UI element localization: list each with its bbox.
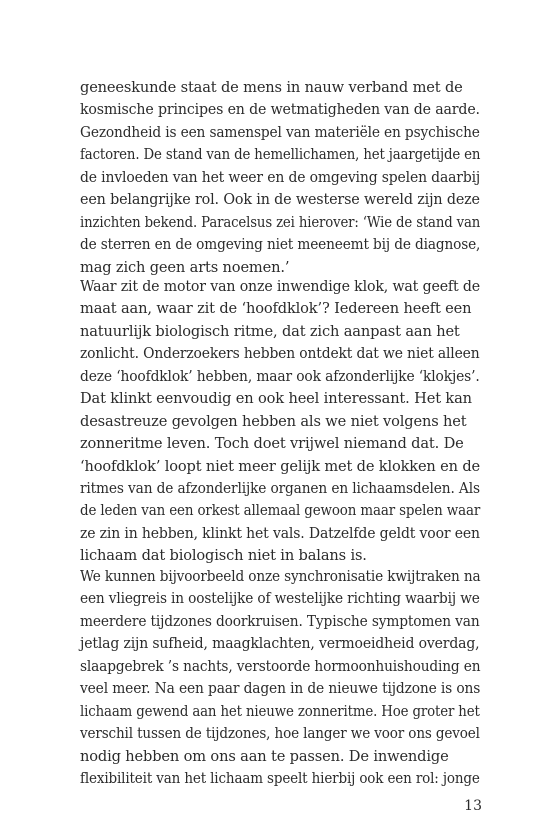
text-line: Waar zit de motor van onze inwendige klok, wat geeft de <box>80 278 481 295</box>
text-line: ritmes van de afzonderlijke organen en lichaamsdelen. Als <box>80 479 480 497</box>
text-line: Dat klinkt eenvoudig en ook heel interessant. Het kan <box>80 390 472 408</box>
text-line: deze ‘hoofdklok’ hebben, maar ook afzonderlijke ‘klokjes’. <box>80 367 480 385</box>
text-line: een belangrijke rol. Ook in de westerse wereld zijn deze <box>80 191 480 209</box>
text-line: lichaam gewend aan het nieuwe zonneritme. Hoe groter het <box>80 702 480 720</box>
text-line: jetlag zijn sufheid, maagklachten, vermoeidheid overdag, <box>80 635 480 653</box>
text-line: flexibiliteit van het lichaam speelt hierbij ook een rol: jonge <box>80 769 480 787</box>
text-line: ‘hoofdklok’ loopt niet meer gelijk met de klokken en de <box>80 457 480 475</box>
paragraph <box>80 566 480 790</box>
text-line: de invloeden van het weer en de omgeving spelen daarbij <box>80 168 481 186</box>
text-line: zonlicht. Onderzoekers hebben ontdekt dat we niet alleen <box>80 345 480 363</box>
text-line: Gezondheid is een samenspel van materiële en psychische <box>80 123 480 141</box>
text-line: nodig hebben om ons aan te passen. De inwendige <box>80 747 449 765</box>
text-line: inzichten bekend. Paracelsus zei hierover: ‘Wie de stand van <box>80 213 481 231</box>
text-line: kosmische principes en de wetmatigheden van de aarde. <box>80 101 480 119</box>
text-line: lichaam dat biologisch niet in balans is. <box>80 547 367 565</box>
text-line: mag zich geen arts noemen.’ <box>80 258 290 276</box>
text-line: zonneritme leven. Toch doet vrijwel niemand dat. De <box>80 435 464 453</box>
text-line: slaapgebrek ’s nachts, verstoorde hormoonhuishouding en <box>80 657 481 675</box>
text-line: natuurlijk biologisch ritme, dat zich aanpast aan het <box>80 322 460 340</box>
text-line: maat aan, waar zit de ‘hoofdklok’? Iedereen heeft een <box>80 300 472 318</box>
text-line: geneeskunde staat de mens in nauw verband met de <box>80 79 463 96</box>
text-line: een vliegreis in oostelijke of westelijke richting waarbij we <box>80 590 480 608</box>
text-line: verschil tussen de tijdzones, hoe langer we voor ons gevoel <box>80 725 480 743</box>
text-line: factoren. De stand van de hemellichamen, het jaargetijde en <box>80 146 481 164</box>
text-line: veel meer. Na een paar dagen in de nieuwe tijdzone is ons <box>80 680 481 698</box>
text-line: de leden van een orkest allemaal gewoon maar spelen waar <box>80 502 481 520</box>
text-line: We kunnen bijvoorbeeld onze synchronisatie kwijtraken na <box>80 568 481 585</box>
text-line: ze zin in hebben, klinkt het vals. Datzelfde geldt voor een <box>80 524 480 542</box>
paragraph <box>80 77 480 279</box>
text-line: desastreuze gevolgen hebben als we niet volgens het <box>80 412 467 430</box>
paragraph <box>80 276 480 568</box>
text-line: de sterren en de omgeving niet meeneemt bij de diagnose, <box>80 236 481 254</box>
text-line: meerdere tijdzones doorkruisen. Typische symptomen van <box>80 612 480 630</box>
page-number: 13 <box>464 798 482 814</box>
